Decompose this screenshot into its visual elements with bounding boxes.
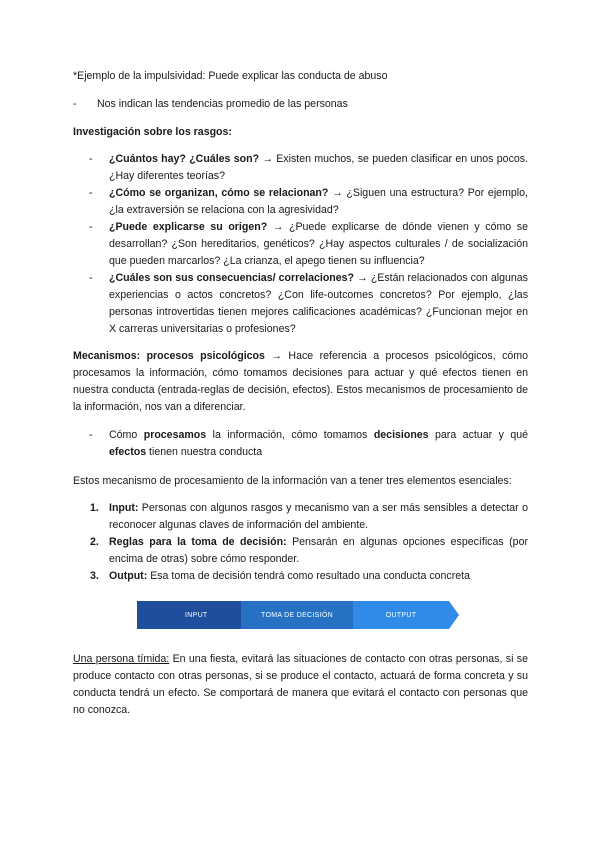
document-page [73,68,528,719]
item-bold: Output: [109,570,148,582]
list-item [73,500,528,534]
question-text: → Existen muchos, se pueden clasificar en unos pocos. ¿Hay diferentes teorías? [109,153,528,182]
bold-run: decisiones [373,429,429,441]
flow-step-output [353,601,449,629]
text-run: Cómo [109,429,144,441]
mecanismos-bold: Mecanismos: procesos psicológicos [73,350,265,362]
elementos-intro: Estos mecanismo de procesamiento de la información van a tener tres elementos esenciales: [73,475,512,487]
dash-bullet: - [89,272,93,284]
flow-step-label: TOMA DE DECISIÓN [261,611,333,619]
investigacion-heading: Investigación sobre los rasgos: [73,126,232,138]
bold-run: efectos [109,446,147,458]
process-flow-diagram [137,601,528,629]
item-bold: Reglas para la toma de decisión: [109,536,287,548]
list-item [73,151,528,185]
dash-bullet: - [89,153,93,165]
question-bold: ¿Cómo se organizan, cómo se relacionan? [109,187,329,199]
dash-bullet: - [89,187,93,199]
impulsividad-example: *Ejemplo de la impulsividad: Puede explicar las conducta de abuso [73,70,388,82]
text-run: para actuar y qué [428,429,528,441]
timida-text: En una fiesta, evitará las situaciones de contacto con otras personas, si se produce contacto con otras personas, si se produce el contacto, actuará de forma concreta y su conducta tendrá un efecto. Se comportará de manera que evitará el contacto con personas que no conozca. [73,653,528,716]
flow-step-label: OUTPUT [385,611,417,619]
question-text: → ¿Están relacionados con algunas experiencias o actos concretos? ¿Con life-outcomes concretos? Por ejemplo, ¿las personas introvertidas tienen mejores calificaciones académicas? ¿Funcionan mejor en X carreras universitarias o profesiones? [109,272,528,335]
item-text: Esa toma de decisión tendrá como resultado una conducta concreta [147,570,470,582]
dash-bullet: - [89,429,93,441]
question-bold: ¿Puede explicarse su origen? [109,221,268,233]
dash-bullet: - [89,221,93,233]
item-bold: Input: [109,502,139,514]
list-item [73,270,528,338]
item-text: Pensarán en algunas opciones específicas (por encima de otras) sobre cómo responder. [109,536,528,565]
item-text: Personas con algunos rasgos y mecanismo van a ser más sensibles a detectar o reconocer algunas claves de información del ambiente. [109,502,528,531]
list-item [73,568,528,585]
mecanismos-sublist [73,427,528,461]
bold-run: procesamos [143,429,207,441]
list-item [73,219,528,270]
question-text: → ¿Puede explicarse de dónde vienen y cómo se desarrollan? ¿Son hereditarios, genéticos? ¿Hay aspectos culturales / de socialización que pueden marcarlos? ¿La crianza, el apego tienen su influencia? [109,221,528,267]
list-item [73,534,528,568]
tendencias-text: Nos indican las tendencias promedio de las personas [97,98,348,110]
flow-step-label: INPUT [185,611,208,619]
elementos-list [73,500,528,585]
list-item [73,185,528,219]
flow-step-input [137,601,241,629]
flow-arrow-tip [449,601,459,629]
timida-paragraph [73,651,528,719]
dash-bullet: - [73,98,77,110]
investigacion-list [73,151,528,338]
flow-step-decision [241,601,353,629]
item-number: 1. [90,502,99,514]
item-number: 3. [90,570,99,582]
question-text: → ¿Siguen una estructura? Por ejemplo, ¿la extraversión se relaciona con la agresividad? [109,187,528,216]
mecanismos-paragraph [73,348,528,416]
timida-label: Una persona tímida: [73,653,170,665]
tendencias-line [73,96,528,113]
item-number: 2. [90,536,99,548]
text-run: la información, cómo tomamos [206,429,374,441]
question-bold: ¿Cuáles son sus consecuencias/ correlaciones? [109,272,355,284]
text-run: tienen nuestra conducta [146,446,263,458]
question-bold: ¿Cuántos hay? ¿Cuáles son? [109,153,260,165]
list-item [73,427,528,461]
mecanismos-text: → Hace referencia a procesos psicológicos, cómo procesamos la información, cómo tomamos decisiones para actuar y qué efectos tienen en nuestra conducta (entrada-reglas de decisión, efectos). Estos mecanismos de procesamiento de la información, nos van a diferenciar. [73,350,529,413]
